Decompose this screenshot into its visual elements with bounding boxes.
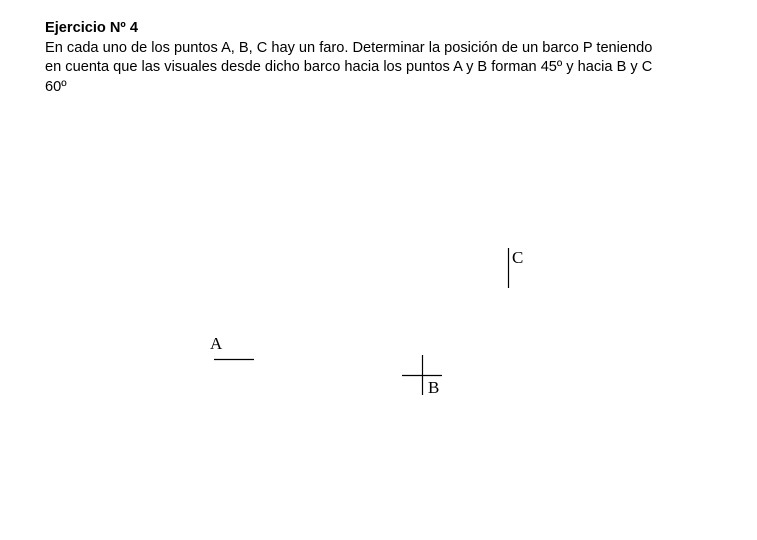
point-c-label: C — [512, 248, 524, 267]
statement-line-3: 60º — [45, 78, 67, 95]
point-b-label: B — [428, 378, 440, 397]
statement-line-2: en cuenta que las visuales desde dicho barco hacia los puntos A y B forman 45º y hacia B y C — [45, 59, 653, 75]
statement-line-1: En cada uno de los puntos A, B, C hay un faro. Determinar la posición de un barco P teniendo — [45, 39, 653, 56]
point-a-label: A — [210, 334, 223, 353]
exercise-title: Ejercicio Nº 4 — [45, 20, 138, 36]
